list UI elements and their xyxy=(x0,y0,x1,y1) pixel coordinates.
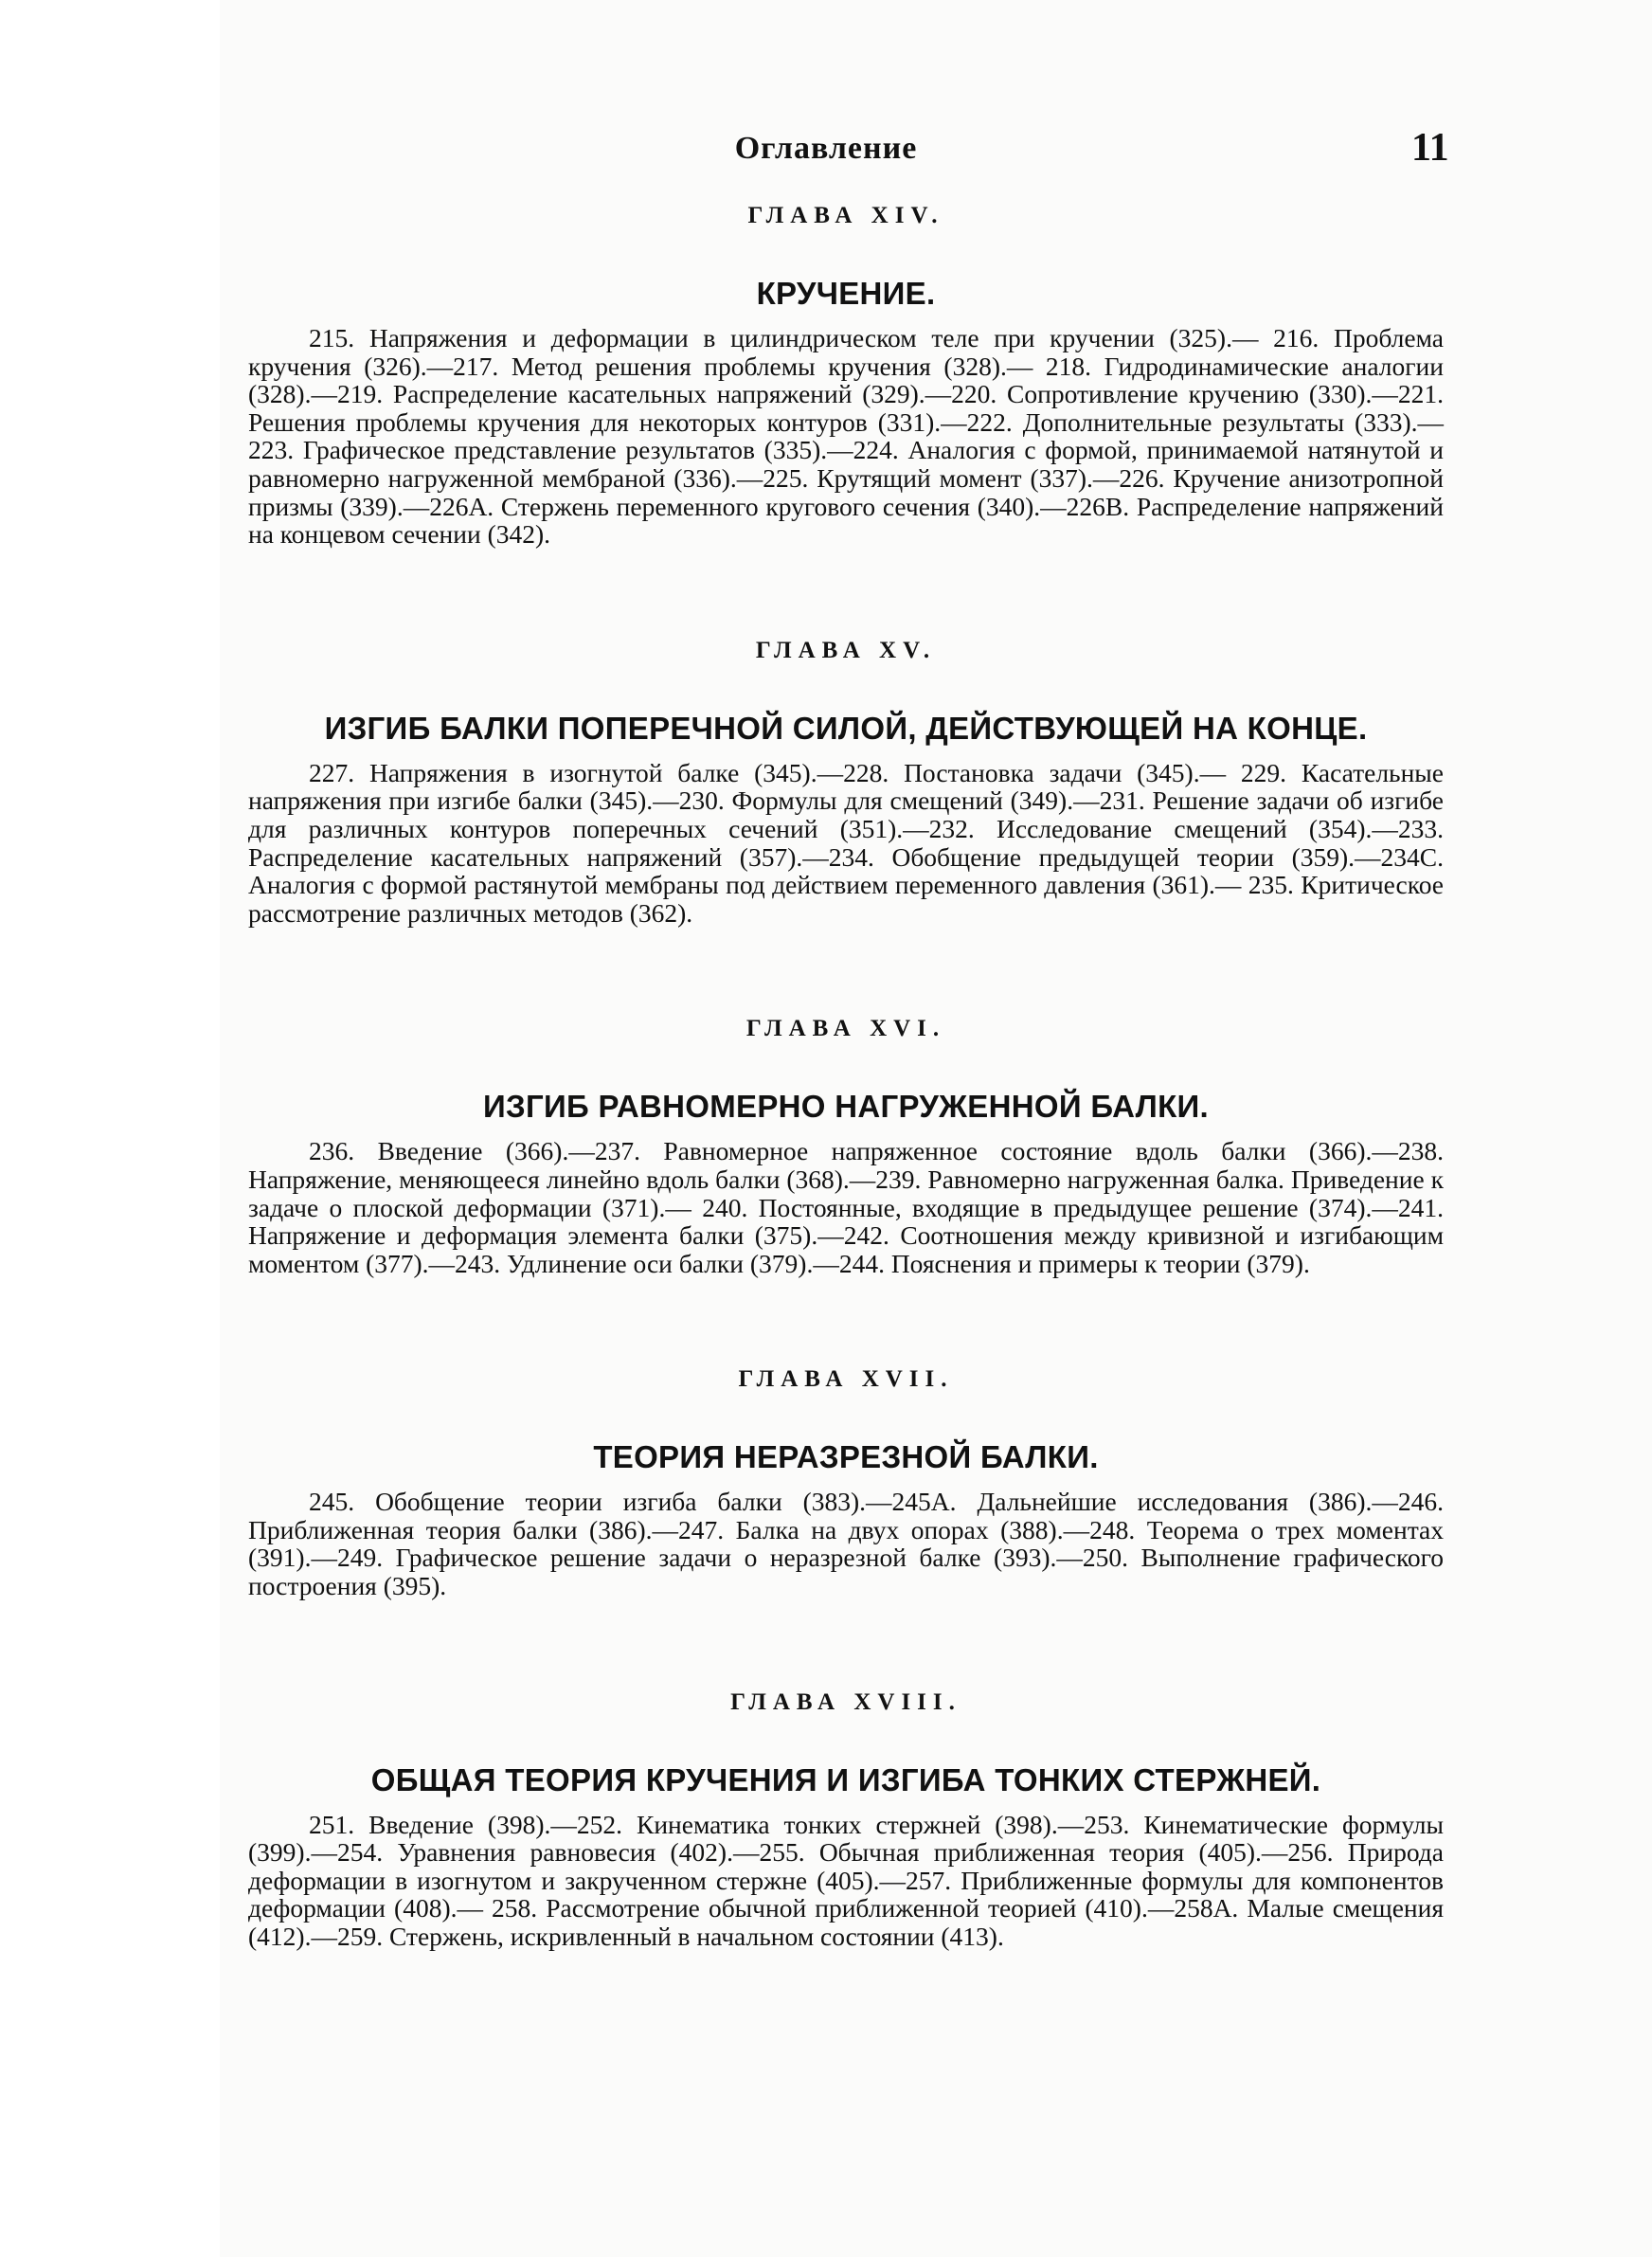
chapter-title: ОБЩАЯ ТЕОРИЯ КРУЧЕНИЯ И ИЗГИБА ТОНКИХ СТЕРЖНЕЙ. xyxy=(370,1761,1321,1797)
chapter-label: ГЛАВА XVII. xyxy=(738,1366,954,1393)
chapter-18 xyxy=(248,1684,1444,1951)
chapter-label: ГЛАВА XVIII. xyxy=(730,1688,961,1715)
chapter-17 xyxy=(248,1361,1444,1599)
chapter-label: ГЛАВА XIV. xyxy=(747,203,944,228)
chapter-14 xyxy=(248,197,1444,549)
chapter-title: ТЕОРИЯ НЕРАЗРЕЗНОЙ БАЛКИ. xyxy=(593,1439,1099,1475)
chapter-title: ИЗГИБ БАЛКИ ПОПЕРЕЧНОЙ СИЛОЙ, ДЕЙСТВУЮЩЕЙ НА КОНЦЕ. xyxy=(324,710,1368,746)
chapter-title: ИЗГИБ РАВНОМЕРНО НАГРУЖЕННОЙ БАЛКИ. xyxy=(482,1089,1210,1125)
chapter-contents: 245. Обобщение теории изгиба балки (383).—245А. Дальнейшие исследования (386).—246. Приближенная теория балки (386).—247. Балка на двух опорах (388).—248. Теорема о трех моментах (391).—249. Графическое решение задачи о неразрезной балке (393).—250. Выполнение графического построения (395). xyxy=(248,1487,1444,1601)
chapter-contents: 227. Напряжения в изогнутой балке (345).—228. Постановка задачи (345).— 229. Касательные напряжения при изгибе балки (345).—230. Формулы для смещений (349).—231. Решение задачи об изгибе для различных контуров поперечных сечений (351).—232. Исследование смещений (354).—233. Распределение касательных напряжений (357).—234. Обобщение предыдущей теории (359).—234С. Аналогия с формой растянутой мембраны под действием переменного давления (361).— 235. Критическое рассмотрение различных методов (362). xyxy=(248,757,1444,928)
chapter-16 xyxy=(248,1010,1444,1277)
chapter-contents: 215. Напряжения и деформации в цилиндрическом теле при кручении (325).— 216. Проблема кручения (326).—217. Метод решения проблемы кручения (328).— 218. Гидродинамические аналогии (328).—219. Распределение касательных напряжений (329).—220. Сопротивление кручению (330).—221. Решения проблемы кручения для некоторых контуров (331).—222. Дополнительные результаты (333).— 223. Графическое представление результатов (335).—224. Аналогия с формой, принимаемой натянутой и равномерно нагруженной мембраной (336).—225. Крутящий момент (337).—226. Кручение анизотропной призмы (339).—226А. Стержень переменного кругового сечения (340).—226В. Распределение напряжений на концевом сечении (342). xyxy=(248,323,1444,550)
chapter-contents: 251. Введение (398).—252. Кинематика тонких стержней (398).—253. Кинематические формулы (399).—254. Уравнения равновесия (402).—255. Обычная приближенная теория (405).—256. Природа деформации в изогнутом и закрученном стержне (405).—257. Приближенные формулы для компонентов деформации (408).— 258. Рассмотрение обычной приближенной теорией (410).—258А. Малые смещения (412).—259. Стержень, искривленный в начальном состоянии (413). xyxy=(248,1809,1444,1952)
chapter-label: ГЛАВА XV. xyxy=(755,637,937,663)
page-number: 11 xyxy=(1411,126,1449,170)
chapter-label: ГЛАВА XVI. xyxy=(745,1016,946,1042)
table-of-contents xyxy=(248,190,1444,1951)
running-title: Оглавление xyxy=(734,131,918,166)
chapter-contents: 236. Введение (366).—237. Равномерное напряженное состояние вдоль балки (366).—238. Напряжение, меняющееся линейно вдоль балки (368).—239. Равномерно нагруженная балка. Приведение к задаче о плоской деформации (371).— 240. Постоянные, входящие в предыдущее решение (374).—241. Напряжение и деформация элемента балки (375).—242. Соотношения между кривизной и изгибающим моментом (377).—243. Удлинение оси балки (379).—244. Пояснения и примеры к теории (379). xyxy=(248,1136,1444,1278)
chapter-title: КРУЧЕНИЕ. xyxy=(756,276,936,311)
chapter-15 xyxy=(248,632,1444,928)
